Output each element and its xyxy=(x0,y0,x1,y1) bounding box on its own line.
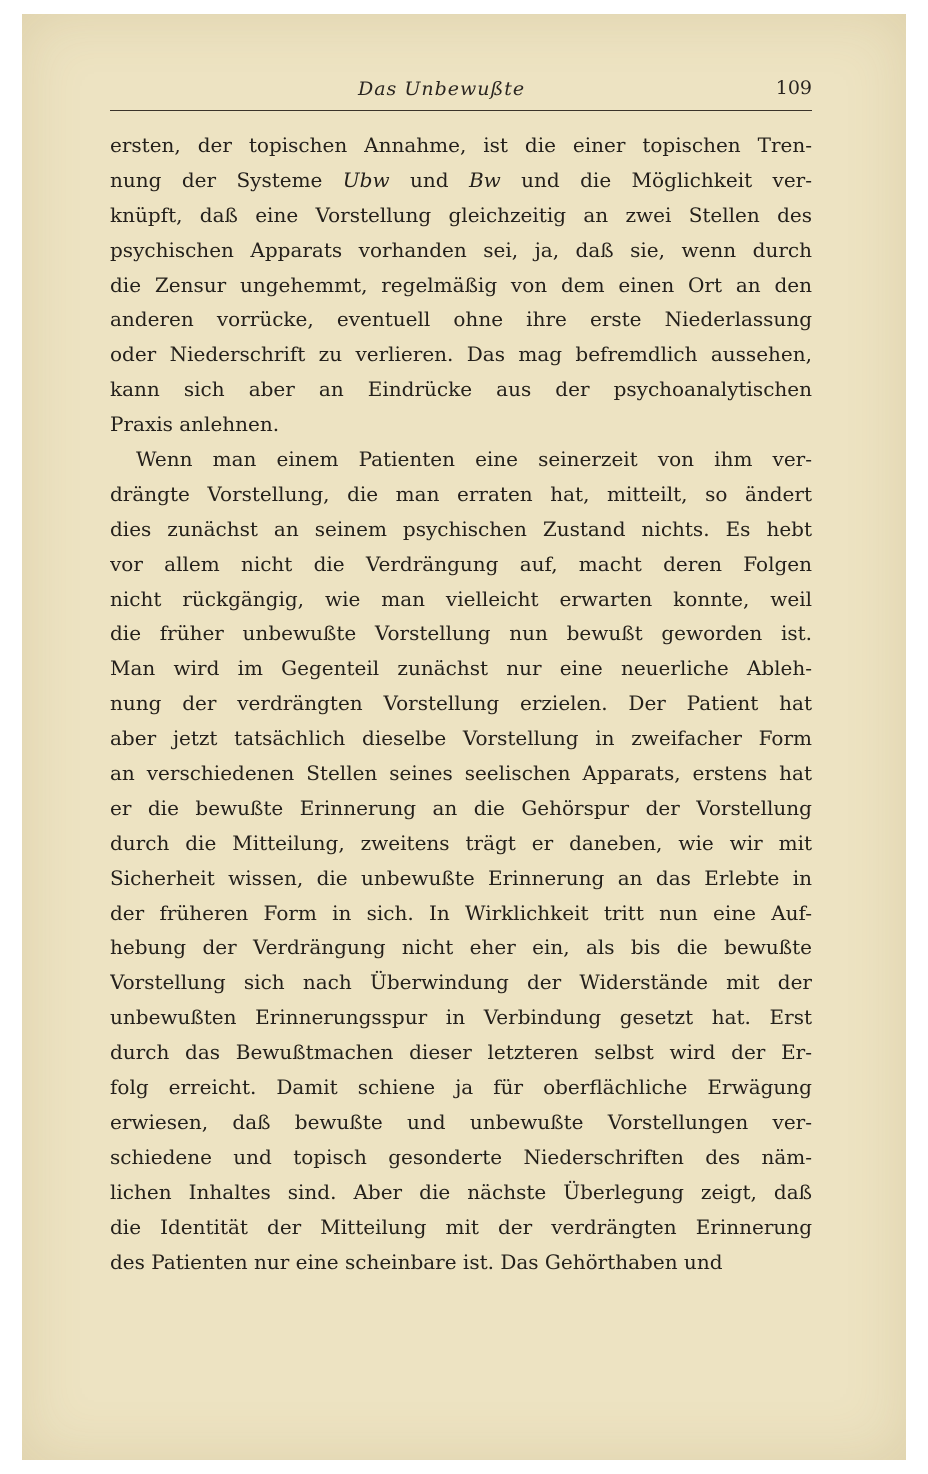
text-line: die Zensur ungehemmt, regelmäßig von dem einen Ort an den xyxy=(110,272,812,297)
text-line: Vorstellung sich nach Überwindung der Widerstände mit der xyxy=(110,970,812,995)
text-line: schiedene und topisch gesonderte Niederschriften des näm- xyxy=(110,1144,812,1169)
text-line: psychischen Apparats vorhanden sei, ja, daß sie, wenn durch xyxy=(110,237,812,262)
text-line: Sicherheit wissen, die unbewußte Erinnerung an das Erlebte in xyxy=(110,865,812,890)
text-line: hebung der Verdrängung nicht eher ein, als bis die bewußte xyxy=(110,935,812,960)
text-line: nung der Systeme Ubw und Bw und die Möglichkeit ver- xyxy=(110,167,812,192)
text-line: erwiesen, daß bewußte und unbewußte Vorstellungen ver- xyxy=(110,1109,812,1134)
italic-term: Ubw xyxy=(342,167,390,192)
text-line: die Identität der Mitteilung mit der verdrängten Erinnerung xyxy=(110,1214,812,1239)
text-line: des Patienten nur eine scheinbare ist. Das Gehörthaben und xyxy=(110,1249,723,1274)
text-line: an verschiedenen Stellen seines seelischen Apparats, erstens hat xyxy=(110,761,812,786)
header-rule xyxy=(110,110,812,111)
text-line: nicht rückgängig, wie man vielleicht erwarten konnte, weil xyxy=(110,586,812,611)
body-text xyxy=(110,128,812,1279)
italic-term: Bw xyxy=(468,167,501,192)
text-line: Man wird im Gegenteil zunächst nur eine neuerliche Ableh- xyxy=(110,656,812,681)
page-number: 109 xyxy=(775,77,812,99)
text-line: die früher unbewußte Vorstellung nun bewußt geworden ist. xyxy=(110,621,812,646)
text-line: unbewußten Erinnerungsspur in Verbindung gesetzt hat. Erst xyxy=(110,1005,812,1030)
text-line: lichen Inhaltes sind. Aber die nächste Überlegung zeigt, daß xyxy=(110,1179,812,1204)
text-line: folg erreicht. Damit schiene ja für oberflächliche Erwägung xyxy=(110,1075,812,1100)
text-line: kann sich aber an Eindrücke aus der psychoanalytischen xyxy=(110,377,812,402)
text-line: nung der verdrängten Vorstellung erzielen. Der Patient hat xyxy=(110,691,812,716)
text-line: drängte Vorstellung, die man erraten hat, mitteilt, so ändert xyxy=(110,481,812,506)
text-line: durch die Mitteilung, zweitens trägt er daneben, wie wir mit xyxy=(110,830,812,855)
text-line: knüpft, daß eine Vorstellung gleichzeitig an zwei Stellen des xyxy=(110,202,812,227)
text-line: Praxis anlehnen. xyxy=(110,412,280,437)
text-line: er die bewußte Erinnerung an die Gehörspur der Vorstellung xyxy=(110,795,812,820)
text-line: oder Niederschrift zu verlieren. Das mag befremdlich aussehen, xyxy=(110,342,812,367)
text-line: der früheren Form in sich. In Wirklichkeit tritt nun eine Auf- xyxy=(110,900,812,925)
text-line: durch das Bewußtmachen dieser letzteren selbst wird der Er- xyxy=(110,1040,812,1065)
running-title: Das Unbewußte xyxy=(358,78,526,100)
text-line: vor allem nicht die Verdrängung auf, macht deren Folgen xyxy=(110,551,812,576)
text-line: ersten, der topischen Annahme, ist die einer topischen Tren- xyxy=(110,133,812,157)
page-header xyxy=(110,76,820,106)
text-line: dies zunächst an seinem psychischen Zustand nichts. Es hebt xyxy=(110,516,812,541)
text-line: aber jetzt tatsächlich dieselbe Vorstellung in zweifacher Form xyxy=(110,726,812,751)
text-line: Wenn man einem Patienten eine seinerzeit von ihm ver- xyxy=(136,447,812,472)
text-line: anderen vorrücke, eventuell ohne ihre erste Niederlassung xyxy=(110,307,812,332)
